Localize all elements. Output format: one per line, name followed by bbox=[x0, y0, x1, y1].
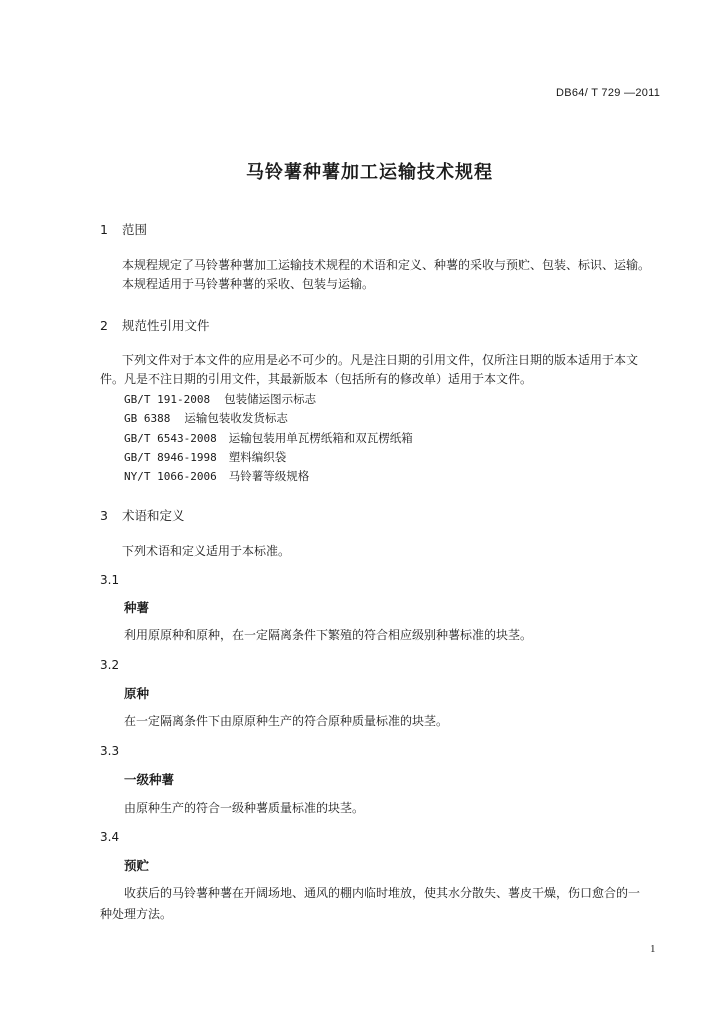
section-3-heading bbox=[100, 506, 184, 524]
reference-name: 马铃薯等级规格 bbox=[228, 469, 310, 483]
section-2-heading bbox=[100, 316, 209, 334]
term-number: 3.1 bbox=[100, 573, 120, 587]
page-number: 1 bbox=[650, 943, 656, 955]
term-number: 3.2 bbox=[100, 658, 120, 672]
term-number: 3.4 bbox=[100, 830, 120, 844]
reference-code: GB/T 8946-1998 bbox=[124, 451, 217, 464]
reference-item bbox=[124, 390, 316, 409]
reference-item bbox=[124, 429, 413, 448]
section-1-number: 1 bbox=[100, 222, 108, 237]
section-1-title: 范围 bbox=[121, 222, 147, 237]
reference-item bbox=[124, 467, 309, 486]
reference-name: 包装储运图示标志 bbox=[224, 392, 317, 406]
section-1-paragraph-1: 本规程规定了马铃薯种薯加工运输技术规程的术语和定义、种薯的采收与预贮、包装、标识、运输。 bbox=[122, 258, 651, 272]
section-3-paragraph: 下列术语和定义适用于本标准。 bbox=[122, 544, 291, 558]
section-2-paragraph-line-2: 件。凡是不注日期的引用文件，其最新版本（包括所有的修改单）适用于本文件。 bbox=[100, 372, 533, 386]
standard-code: DB64/ T 729 —2011 bbox=[556, 87, 661, 99]
term-number: 3.3 bbox=[100, 744, 120, 758]
reference-code: NY/T 1066-2006 bbox=[124, 470, 217, 483]
section-2-paragraph-line-1: 下列文件对于本文件的应用是必不可少的。凡是注日期的引用文件，仅所注日期的版本适用于本文 bbox=[122, 353, 639, 367]
section-2-number: 2 bbox=[100, 318, 108, 333]
section-2-title: 规范性引用文件 bbox=[121, 318, 210, 333]
term-definition: 在一定隔离条件下由原原种生产的符合原种质量标准的块茎。 bbox=[124, 714, 449, 728]
reference-code: GB/T 191-2008 bbox=[124, 393, 211, 406]
term-name: 原种 bbox=[124, 686, 150, 701]
section-1-paragraph-2: 本规程适用于马铃薯种薯的采收、包装与运输。 bbox=[122, 277, 375, 291]
reference-name: 运输包装用单瓦楞纸箱和双瓦楞纸箱 bbox=[228, 431, 413, 445]
term-definition-line-2: 种处理方法。 bbox=[100, 907, 173, 921]
section-1-heading bbox=[100, 220, 147, 238]
reference-item bbox=[124, 448, 286, 467]
reference-code: GB 6388 bbox=[124, 412, 171, 425]
term-name: 一级种薯 bbox=[124, 772, 175, 787]
term-definition: 由原种生产的符合一级种薯质量标准的块茎。 bbox=[124, 801, 365, 815]
term-name: 预贮 bbox=[124, 858, 150, 873]
reference-code: GB/T 6543-2008 bbox=[124, 432, 217, 445]
term-definition-line-1: 收获后的马铃薯种薯在开阔场地、通风的棚内临时堆放，使其水分散失、薯皮干燥，伤口愈合的一 bbox=[124, 886, 641, 900]
term-definition: 利用原原种和原种，在一定隔离条件下繁殖的符合相应级别种薯标准的块茎。 bbox=[124, 628, 533, 642]
section-3-title: 术语和定义 bbox=[121, 508, 185, 523]
reference-name: 塑料编织袋 bbox=[228, 450, 287, 464]
term-name: 种薯 bbox=[124, 600, 150, 615]
reference-name: 运输包装收发货标志 bbox=[184, 411, 288, 425]
document-title: 马铃薯种薯加工运输技术规程 bbox=[246, 162, 493, 183]
reference-item bbox=[124, 409, 288, 428]
section-3-number: 3 bbox=[100, 508, 108, 523]
